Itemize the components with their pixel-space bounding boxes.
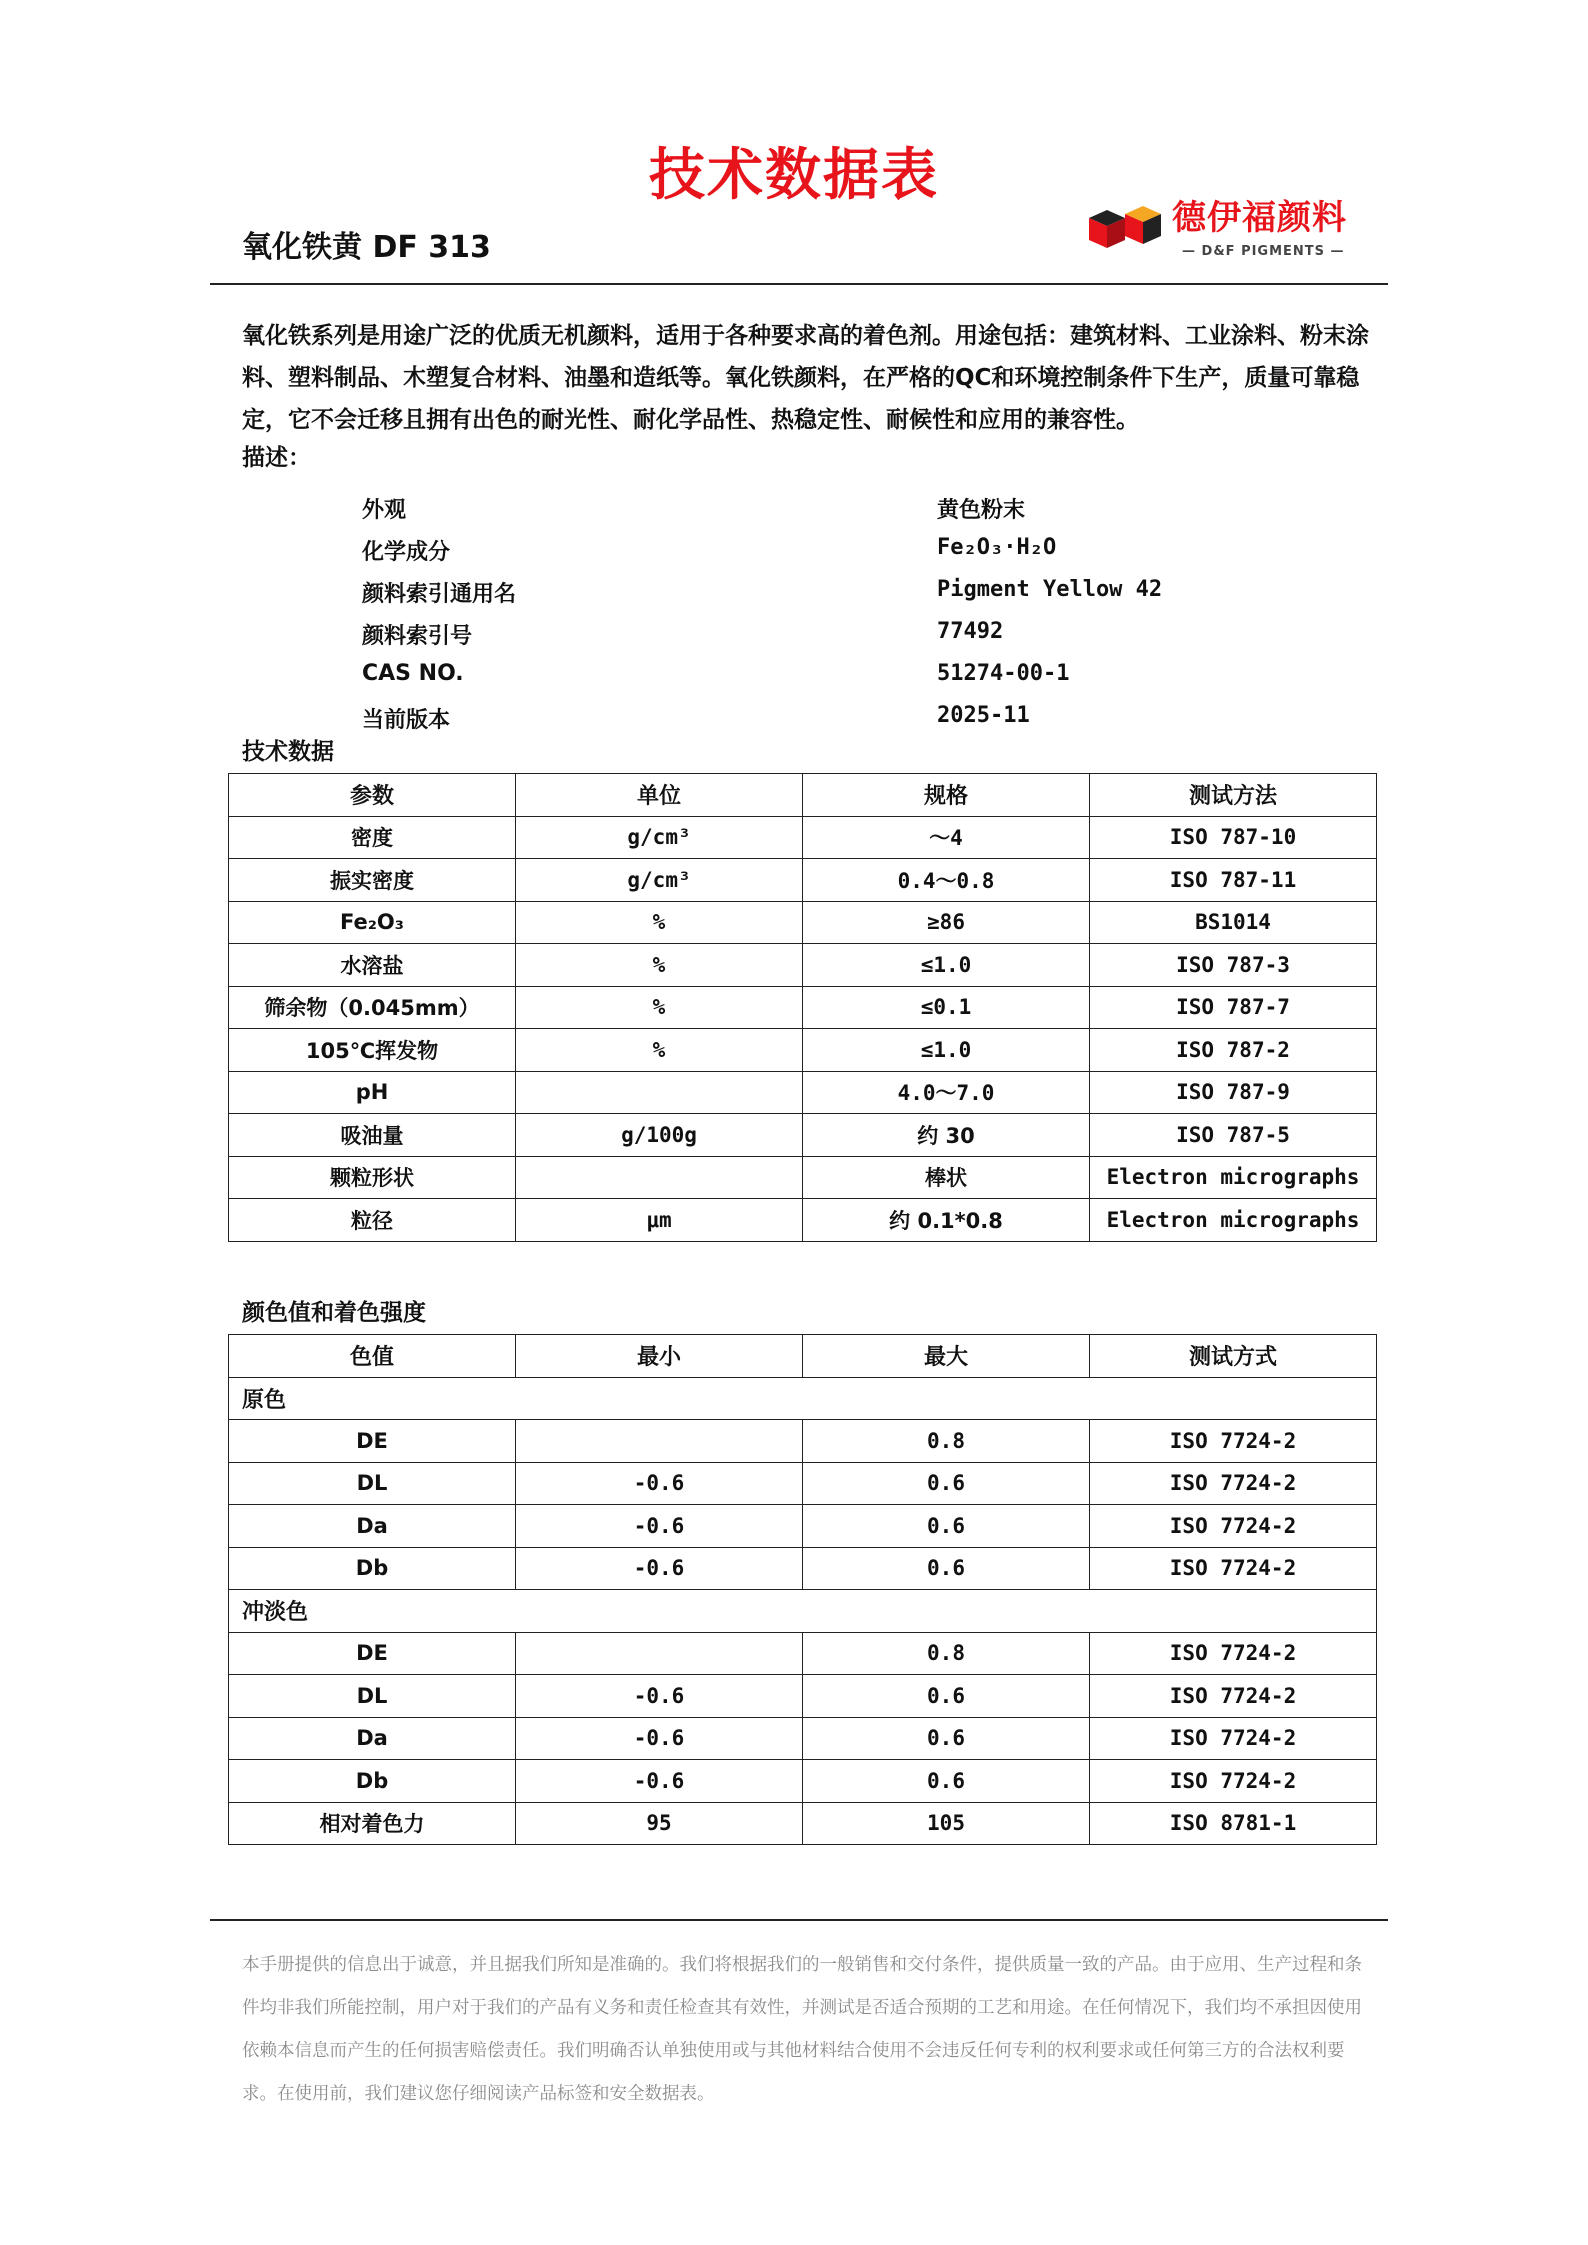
logo-tagline: — D&F PIGMENTS — [1182,244,1345,259]
description-value: Pigment Yellow 42 [937,577,1163,602]
table-cell: 0.6 [803,1462,1090,1505]
table-cell: 筛余物（0.045mm） [229,986,516,1029]
tech-data-table [228,773,1377,1242]
color-data-label: 颜色值和着色强度 [242,1300,426,1326]
table-cell: 95 [516,1802,803,1845]
description-key: 颜料索引通用名 [362,582,517,607]
table-cell: 振实密度 [229,859,516,902]
table-row [229,1199,1377,1242]
table-row [229,1462,1377,1505]
table-header-cell: 测试方法 [1090,774,1377,817]
table-cell: DL [229,1462,516,1505]
table-cell: g/cm³ [516,859,803,902]
table-cell: 吸油量 [229,1114,516,1157]
table-cell: % [516,986,803,1029]
table-cell [516,1071,803,1114]
table-cell: -0.6 [516,1760,803,1803]
table-row [229,901,1377,944]
table-cell: -0.6 [516,1462,803,1505]
table-cell: 0.8 [803,1632,1090,1675]
footer-divider [210,1919,1388,1921]
intro-paragraph: 氧化铁系列是用途广泛的优质无机颜料，适用于各种要求高的着色剂。用途包括：建筑材料、工业涂料、粉末涂料、塑料制品、木塑复合材料、油墨和造纸等。氧化铁颜料，在严格的QC和环境控制条件下生产，质量可靠稳定，它不会迁移且拥有出色的耐光性、耐化学品性、热稳定性、耐候性和应用的兼容性。 [242,323,1369,433]
table-cell: % [516,901,803,944]
table-cell: DE [229,1420,516,1463]
description-key: 颜料索引号 [362,624,473,649]
table-cell: g/cm³ [516,816,803,859]
table-row [229,1071,1377,1114]
table-row [229,816,1377,859]
table-row [229,1632,1377,1675]
table-row [229,1802,1377,1845]
table-cell: ISO 787-7 [1090,986,1377,1029]
table-cell: DL [229,1675,516,1718]
table-cell: 105 [803,1802,1090,1845]
table-cell: Db [229,1760,516,1803]
table-cell: 水溶盐 [229,944,516,987]
description-label: 描述： [242,445,311,471]
table-row [229,986,1377,1029]
table-cell: 0.6 [803,1717,1090,1760]
table-cell: 105℃挥发物 [229,1029,516,1072]
table-cell: -0.6 [516,1547,803,1590]
table-cell: Fe₂O₃ [229,901,516,944]
table-cell: 密度 [229,816,516,859]
table-cell: -0.6 [516,1675,803,1718]
description-value: Fe₂O₃·H₂O [937,535,1057,560]
company-logo [1085,200,1385,266]
table-cell: 0.6 [803,1675,1090,1718]
table-cell: 4.0～7.0 [803,1071,1090,1114]
table-cell: Da [229,1505,516,1548]
description-key: 化学成分 [362,540,451,565]
table-cell: ISO 8781-1 [1090,1802,1377,1845]
table-cell: ISO 7724-2 [1090,1420,1377,1463]
table-row [229,1156,1377,1199]
table-cell: ISO 787-11 [1090,859,1377,902]
table-cell: Electron micrographs [1090,1199,1377,1242]
description-key: 外观 [362,498,407,523]
table-cell: ISO 787-5 [1090,1114,1377,1157]
table-cell: 0.8 [803,1420,1090,1463]
table-cell: -0.6 [516,1505,803,1548]
table-cell: 0.6 [803,1547,1090,1590]
table-cell: ≥86 [803,901,1090,944]
table-cell: ISO 787-3 [1090,944,1377,987]
logo-name: 德伊福颜料 [1172,198,1347,238]
table-header-cell: 最小 [516,1335,803,1378]
table-cell: Electron micrographs [1090,1156,1377,1199]
table-cell: ISO 7724-2 [1090,1547,1377,1590]
table-row [229,1675,1377,1718]
table-cell: 棒状 [803,1156,1090,1199]
table-row [229,944,1377,987]
table-cell: μm [516,1199,803,1242]
disclaimer-text: 本手册提供的信息出于诚意，并且据我们所知是准确的。我们将根据我们的一般销售和交付条件，提供质量一致的产品。由于应用、生产过程和条 件均非我们所能控制，用户对于我们的产品有义务和责任检查其有效性，并测试是否适合预期的工艺和用途。在任何情况下，我们均不承担因使用 依赖本信息而产生的任何损害赔偿责任。我们明确否认单独使用或与其他材料结合使用不会违反任何专利的权利要求或任何第三方的合法权利要求。在使用前，我们建议您仔细阅读产品标签和安全数据表。 [242,1955,1362,2104]
table-cell: 相对着色力 [229,1802,516,1845]
table-cell [516,1632,803,1675]
table-cell: 0.6 [803,1505,1090,1548]
tech-data-label: 技术数据 [242,739,334,765]
table-cell: ISO 787-10 [1090,816,1377,859]
header-divider [210,283,1388,285]
table-row [229,1029,1377,1072]
table-row [229,1760,1377,1803]
table-header-cell: 色值 [229,1335,516,1378]
description-value: 黄色粉末 [937,498,1026,523]
description-key: CAS NO. [362,661,464,686]
group-label: 冲淡色 [229,1590,1377,1633]
table-cell: -0.6 [516,1717,803,1760]
table-row [229,1114,1377,1157]
table-cell: Da [229,1717,516,1760]
table-cell: 0.4～0.8 [803,859,1090,902]
table-cell: % [516,1029,803,1072]
description-key: 当前版本 [362,708,451,733]
table-cell: pH [229,1071,516,1114]
logo-tagline-text: D&F PIGMENTS [1201,244,1326,259]
table-cell: 约 0.1*0.8 [803,1199,1090,1242]
table-cell [516,1420,803,1463]
table-header-cell: 单位 [516,774,803,817]
table-cell: ISO 7724-2 [1090,1760,1377,1803]
product-name: 氧化铁黄 DF 313 [242,230,491,265]
table-cell: g/100g [516,1114,803,1157]
table-cell: 约 30 [803,1114,1090,1157]
table-cell: ISO 7724-2 [1090,1632,1377,1675]
table-row [229,1505,1377,1548]
table-header-cell: 最大 [803,1335,1090,1378]
table-cell: DE [229,1632,516,1675]
group-label: 原色 [229,1377,1377,1420]
table-cell: ≤0.1 [803,986,1090,1029]
table-cell: ISO 787-2 [1090,1029,1377,1072]
table-cell: 粒径 [229,1199,516,1242]
page-title: 技术数据表 [649,143,939,208]
cube-logo-icon [1085,204,1165,254]
table-row [229,1420,1377,1463]
table-cell [516,1156,803,1199]
table-header-cell: 规格 [803,774,1090,817]
table-cell: ～4 [803,816,1090,859]
table-header-cell: 参数 [229,774,516,817]
table-cell: ISO 7724-2 [1090,1462,1377,1505]
table-cell: ≤1.0 [803,1029,1090,1072]
table-cell: % [516,944,803,987]
table-cell: ISO 787-9 [1090,1071,1377,1114]
table-row [229,1547,1377,1590]
description-value: 51274-00-1 [937,661,1070,686]
table-cell: 颗粒形状 [229,1156,516,1199]
table-cell: Db [229,1547,516,1590]
group-row [229,1590,1377,1633]
table-row [229,859,1377,902]
table-row [229,1717,1377,1760]
table-cell: ISO 7724-2 [1090,1717,1377,1760]
color-data-table [228,1334,1377,1845]
group-row [229,1377,1377,1420]
table-cell: BS1014 [1090,901,1377,944]
description-value: 77492 [937,619,1004,644]
table-header-cell: 测试方式 [1090,1335,1377,1378]
table-cell: ≤1.0 [803,944,1090,987]
table-cell: ISO 7724-2 [1090,1675,1377,1718]
table-cell: ISO 7724-2 [1090,1505,1377,1548]
description-value: 2025-11 [937,703,1030,728]
table-cell: 0.6 [803,1760,1090,1803]
